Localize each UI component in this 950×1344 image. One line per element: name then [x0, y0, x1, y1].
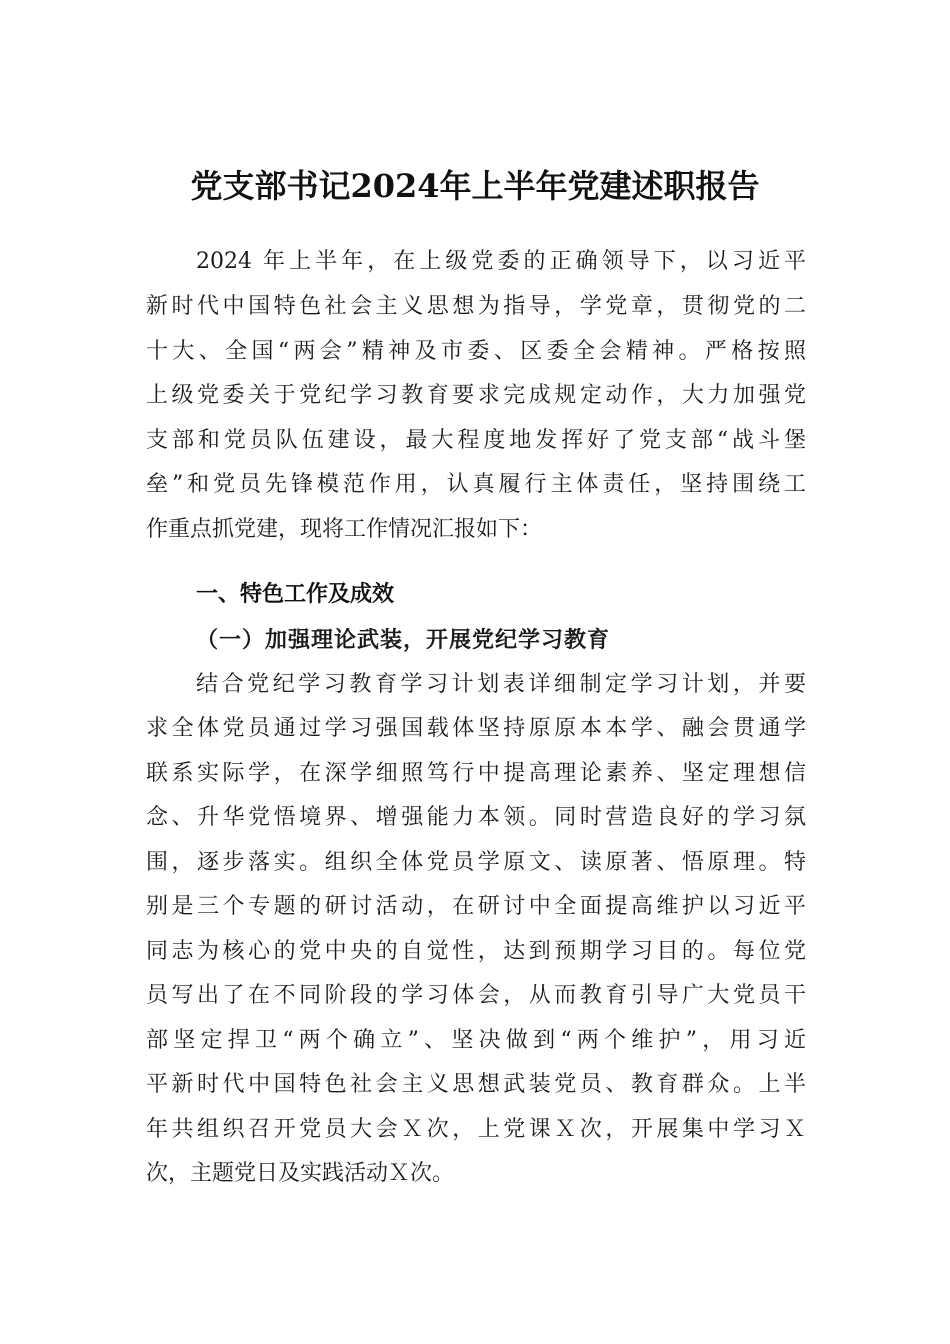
- intro-line: 垒”和党员先锋模范作用，认真履行主体责任，坚持围绕工: [146, 472, 806, 497]
- intro-line: 作重点抓党建，现将工作情况汇报如下：: [146, 517, 543, 542]
- body-line: 年共组织召开党员大会Ｘ次，上党课Ｘ次，开展集中学习Ｘ: [146, 1117, 806, 1142]
- body-line: 联系实际学，在深学细照笃行中提高理论素养、坚定理想信: [146, 761, 806, 786]
- subsection-heading: （一）加强理论武装，开展党纪学习教育: [196, 627, 611, 653]
- body-line: 部坚定捍卫“两个确立”、坚决做到“两个维护”，用习近: [146, 1028, 806, 1053]
- body-line: 别是三个专题的研讨活动，在研讨中全面提高维护以习近平: [146, 894, 806, 919]
- intro-line: 2024 年上半年，在上级党委的正确领导下，以习近平: [196, 249, 806, 274]
- body-line: 围，逐步落实。组织全体党员学原文、读原著、悟原理。特: [146, 850, 806, 875]
- body-line: 念、升华党悟境界、增强能力本领。同时营造良好的学习氛: [146, 805, 806, 830]
- body-line: 求全体党员通过学习强国载体坚持原原本本学、融会贯通学: [146, 716, 806, 741]
- section-heading: 一、特色工作及成效: [196, 582, 395, 607]
- intro-line: 支部和党员队伍建设，最大程度地发挥好了党支部“战斗堡: [146, 428, 806, 453]
- body-line: 次，主题党日及实践活动Ｘ次。: [146, 1161, 455, 1186]
- body-line: 员写出了在不同阶段的学习体会，从而教育引导广大党员干: [146, 983, 806, 1008]
- intro-line: 十大、全国“两会”精神及市委、区委全会精神。严格按照: [146, 339, 806, 364]
- body-line: 结合党纪学习教育学习计划表详细制定学习计划，并要: [196, 672, 806, 697]
- body-line: 平新时代中国特色社会主义思想武装党员、教育群众。上半: [146, 1072, 806, 1097]
- body-line: 同志为核心的党中央的自觉性，达到预期学习目的。每位党: [146, 939, 806, 964]
- intro-line: 新时代中国特色社会主义思想为指导，学党章，贯彻党的二: [146, 294, 806, 319]
- intro-line: 上级党委关于党纪学习教育要求完成规定动作，大力加强党: [146, 383, 806, 408]
- document-title: 党支部书记2024年上半年党建述职报告: [190, 167, 760, 205]
